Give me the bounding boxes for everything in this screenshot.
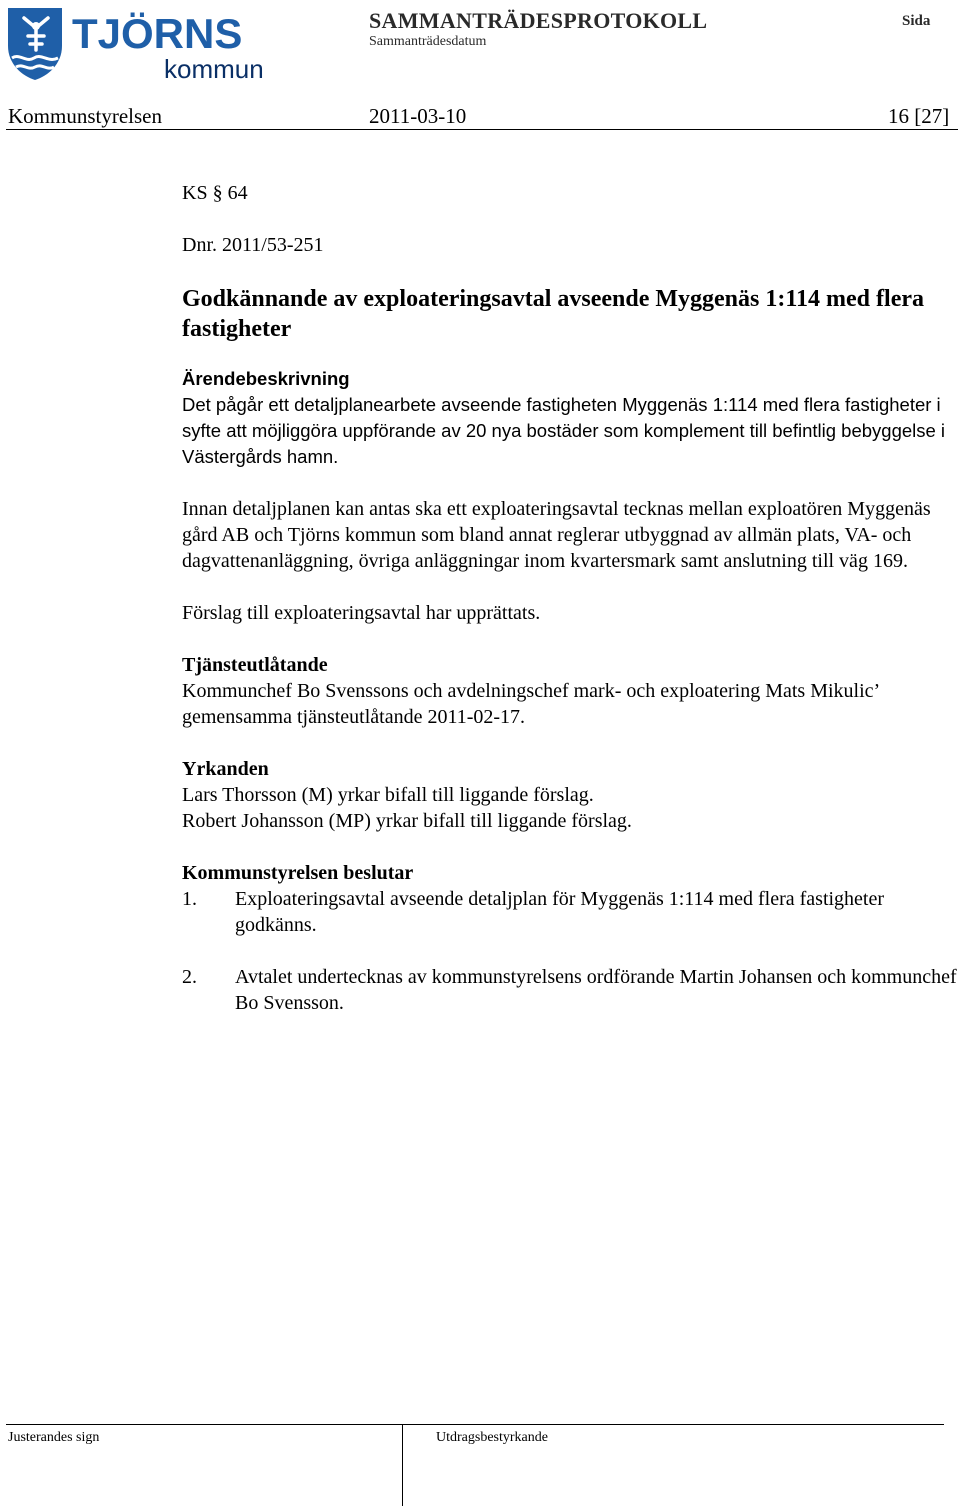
- decision-number: 1.: [182, 888, 197, 910]
- page-number: 16 [27]: [888, 104, 950, 128]
- decision-number: 2.: [182, 966, 197, 988]
- decision-text: Exploateringsavtal avseende detaljplan för Myggenäs 1:114 med flera fastigheter godkänns.: [235, 888, 885, 936]
- footer-column-divider: [402, 1424, 403, 1506]
- signature-label: Justerandes sign: [8, 1430, 100, 1445]
- svg-text:TJÖRNS: TJÖRNS: [72, 10, 243, 57]
- description-paragraph-2: Innan detaljplanen kan antas ska ett exploateringsavtal tecknas mellan exploatören Myggenäs gård AB och Tjörns kommun som bland annat reglerar utbyggnad av allmän plats, VA- och dagvattenanläggning, övriga anläggningar inom kvartersmark samt anslutning till väg 169.: [182, 498, 931, 572]
- meeting-date: 2011-03-10: [369, 104, 467, 128]
- case-title: Godkännande av exploateringsavtal avseende Myggenäs 1:114 med flera fastigheter: [182, 286, 924, 342]
- header-divider: [6, 129, 958, 130]
- description-text: Det pågår ett detaljplanearbete avseende fastigheten Myggenäs 1:114 med flera fastigheter i syfte att möjliggöra uppförande av 20 nya bostäder som komplement till befintlig bebyggelse i Västergårds hamn.: [182, 394, 946, 467]
- official-statement-heading: Tjänsteutlåtande: [182, 654, 328, 676]
- official-statement-text: Kommunchef Bo Svenssons och avdelningschef mark- och exploatering Mats Mikulic’ gemensamma tjänsteutlåtande 2011-02-17.: [182, 680, 879, 728]
- logo-emblem-icon: [6, 6, 268, 82]
- decision-item: [182, 886, 958, 938]
- committee-name: Kommunstyrelsen: [8, 104, 162, 128]
- case-number: Dnr. 2011/53-251: [182, 234, 324, 256]
- decision-item: [182, 964, 958, 1016]
- section-reference: KS § 64: [182, 182, 248, 204]
- motions-heading: Yrkanden: [182, 758, 269, 780]
- description-heading: Ärendebeskrivning: [182, 368, 350, 389]
- svg-text:kommun: kommun: [164, 54, 264, 82]
- page-label: Sida: [902, 13, 931, 29]
- motion-line: Robert Johansson (MP) yrkar bifall till liggande förslag.: [182, 810, 632, 832]
- decision-heading: Kommunstyrelsen beslutar: [182, 862, 414, 884]
- extract-certification-label: Utdragsbestyrkande: [436, 1430, 548, 1445]
- protocol-title: SAMMANTRÄDESPROTOKOLL: [369, 8, 708, 33]
- footer-divider: [6, 1424, 944, 1425]
- description-paragraph-3: Förslag till exploateringsavtal har upprättats.: [182, 602, 541, 624]
- document-body: [182, 180, 958, 1042]
- meeting-date-label: Sammanträdesdatum: [369, 34, 487, 49]
- decision-list: [182, 886, 958, 1016]
- tjorn-municipality-logo: [6, 6, 268, 82]
- decision-text: Avtalet undertecknas av kommunstyrelsens ordförande Martin Johansen och kommunchef Bo Svensson.: [235, 966, 957, 1014]
- motion-line: Lars Thorsson (M) yrkar bifall till liggande förslag.: [182, 784, 594, 806]
